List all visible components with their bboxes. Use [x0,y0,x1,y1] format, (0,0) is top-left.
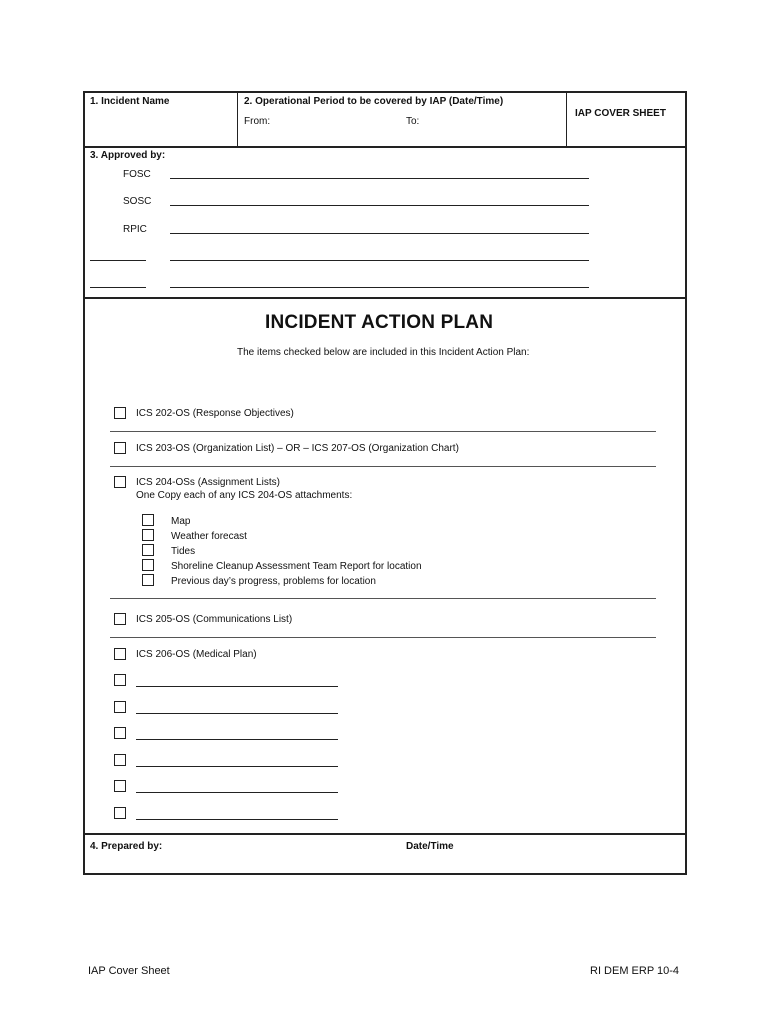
ics-206-checkbox[interactable] [114,648,126,660]
sosc-signature-line[interactable] [170,205,589,206]
extra-signature-line-1[interactable] [170,260,589,261]
blank-item-checkbox[interactable] [114,674,126,686]
item-divider [110,431,656,432]
plan-title: INCIDENT ACTION PLAN [265,312,494,333]
blank-item-checkbox[interactable] [114,727,126,739]
approval-bottom-line [84,297,686,299]
ics-204-label: ICS 204-OSs (Assignment Lists) [136,477,280,488]
main-bottom-line [84,833,686,835]
ics-205-checkbox[interactable] [114,613,126,625]
ics-202-checkbox[interactable] [114,407,126,419]
to-label: To: [406,116,420,127]
plan-subtitle: The items checked below are included in this Incident Action Plan: [237,347,530,358]
approved-by-label: 3. Approved by: [90,150,166,161]
item-divider [110,466,656,467]
attachment-weather-label: Weather forecast [171,531,247,542]
prepared-by-label: 4. Prepared by: [90,841,163,852]
attachment-map-label: Map [171,516,191,527]
date-time-label: Date/Time [406,841,454,852]
attachment-tides-checkbox[interactable] [142,544,154,556]
rpic-signature-line[interactable] [170,233,589,234]
fosc-signature-line[interactable] [170,178,589,179]
blank-item-checkbox[interactable] [114,754,126,766]
extra-signature-line-2[interactable] [170,287,589,288]
operational-period-label: 2. Operational Period to be covered by IAP (Date/Time) [244,96,504,107]
from-label: From: [244,116,271,127]
header-divider-1 [237,93,238,147]
iap-cover-sheet-title: IAP COVER SHEET [575,108,666,119]
ics-206-label: ICS 206-OS (Medical Plan) [136,649,257,660]
attachment-tides-label: Tides [171,546,196,557]
attachment-scat-label: Shoreline Cleanup Assessment Team Report for location [171,561,422,572]
page-footer-right: RI DEM ERP 10-4 [590,965,680,977]
attachment-weather-checkbox[interactable] [142,529,154,541]
ics-204-checkbox[interactable] [114,476,126,488]
role-fosc-label: FOSC [123,169,151,180]
attachment-progress-checkbox[interactable] [142,574,154,586]
header-divider-2 [566,93,567,147]
blank-item-line[interactable] [136,766,338,767]
attachments-note: One Copy each of any ICS 204-OS attachments: [136,490,353,501]
blank-item-line[interactable] [136,713,338,714]
header-bottom-line [84,146,686,148]
attachment-map-checkbox[interactable] [142,514,154,526]
blank-item-checkbox[interactable] [114,807,126,819]
blank-item-line[interactable] [136,739,338,740]
extra-role-line-1[interactable] [90,260,146,261]
ics-202-label: ICS 202-OS (Response Objectives) [136,408,294,419]
blank-item-checkbox[interactable] [114,701,126,713]
blank-item-line[interactable] [136,819,338,820]
attachment-scat-checkbox[interactable] [142,559,154,571]
item-divider [110,637,656,638]
incident-name-label: 1. Incident Name [90,96,170,107]
ics-203-checkbox[interactable] [114,442,126,454]
ics-205-label: ICS 205-OS (Communications List) [136,614,293,625]
role-rpic-label: RPIC [123,224,147,235]
attachment-progress-label: Previous day’s progress, problems for location [171,576,376,587]
extra-role-line-2[interactable] [90,287,146,288]
blank-item-line[interactable] [136,792,338,793]
role-sosc-label: SOSC [123,196,152,207]
item-divider [110,598,656,599]
ics-203-label: ICS 203-OS (Organization List) – OR – ICS 207-OS (Organization Chart) [136,443,459,454]
blank-item-line[interactable] [136,686,338,687]
blank-item-checkbox[interactable] [114,780,126,792]
page-footer-left: IAP Cover Sheet [88,965,170,977]
